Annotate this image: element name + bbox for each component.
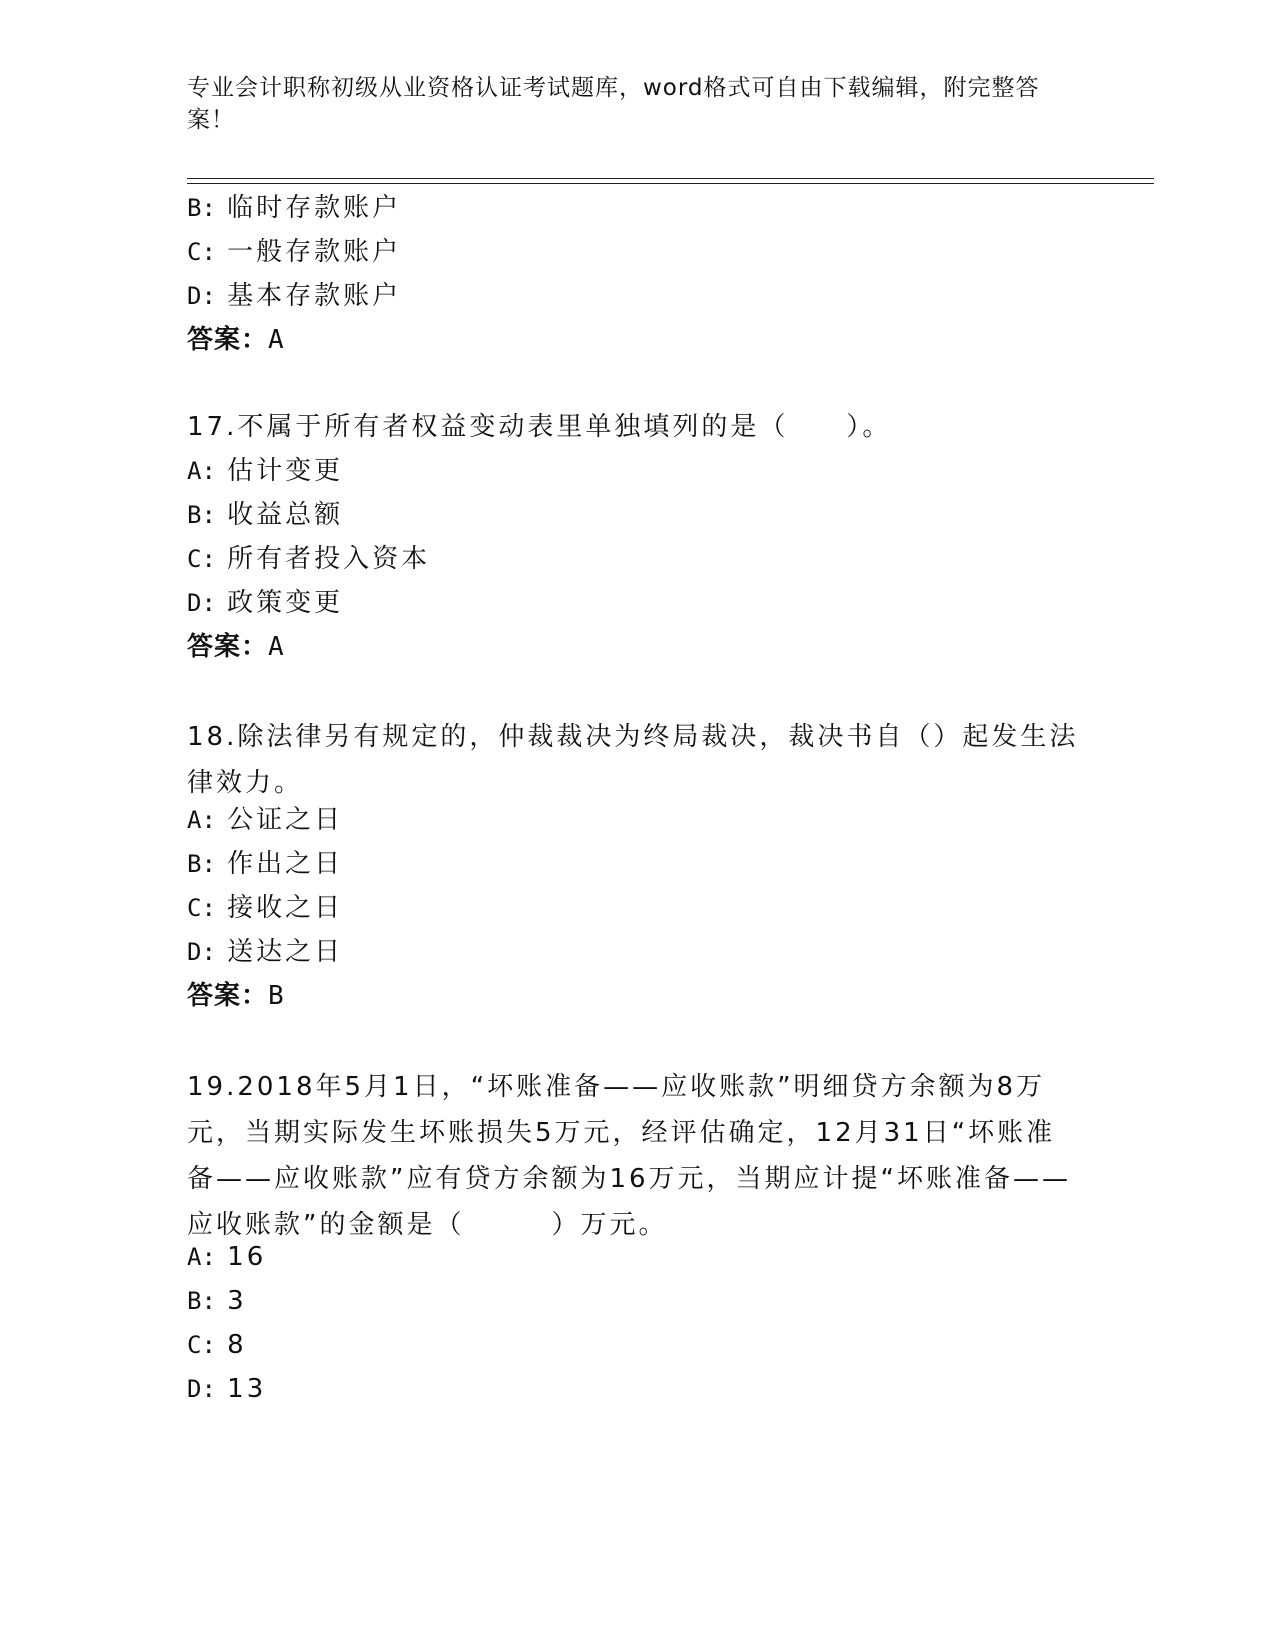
option-text: 8: [227, 1330, 247, 1360]
option-b: [187, 1286, 247, 1316]
answer: [187, 632, 285, 662]
option-letter: B:: [187, 501, 216, 529]
option-d: [187, 281, 401, 311]
option-letter: C:: [187, 894, 216, 922]
option-text: 一般存款账户: [227, 237, 402, 267]
option-letter: C:: [187, 1331, 216, 1359]
header-divider-top: [187, 178, 1154, 179]
option-text: 收益总额: [227, 500, 344, 530]
answer: [187, 325, 285, 355]
document-header: 专业会计职称初级从业资格认证考试题库，word格式可自由下载编辑，附完整答案！: [187, 75, 1040, 133]
option-text: 临时存款账户: [227, 193, 402, 223]
question-text: 17.不属于所有者权益变动表里单独填列的是（ ）。: [187, 412, 892, 442]
question-text: 19.2018年5月1日，“坏账准备——应收账款”明细贷方余额为8万元，当期实际发生坏账损失5万元，经评估确定，12月31日“坏账准备——应收账款”应有贷方余额为16万元，当期应计提“坏账准备——应收账款”的金额是（ ）万元。: [187, 1072, 1072, 1240]
option-d: [187, 1374, 266, 1404]
answer-label: 答案：: [187, 981, 269, 1011]
option-letter: D:: [187, 282, 216, 310]
option-text: 公证之日: [227, 805, 344, 835]
answer-label: 答案：: [187, 325, 269, 355]
option-d: [187, 937, 343, 967]
option-d: [187, 588, 343, 618]
option-letter: D:: [187, 1375, 216, 1403]
answer-value: A: [268, 325, 285, 355]
option-text: 13: [227, 1374, 267, 1404]
option-b: [187, 193, 401, 223]
option-text: 估计变更: [227, 456, 344, 486]
option-text: 接收之日: [227, 893, 344, 923]
option-letter: C:: [187, 545, 216, 573]
option-b: [187, 849, 343, 879]
option-letter: B:: [187, 194, 216, 222]
option-text: 送达之日: [227, 937, 344, 967]
option-a: [187, 805, 343, 835]
option-letter: B:: [187, 850, 216, 878]
question-text: 18.除法律另有规定的，仲裁裁决为终局裁决，裁决书自（）起发生法律效力。: [187, 722, 1079, 798]
option-letter: B:: [187, 1287, 216, 1315]
option-text: 所有者投入资本: [227, 544, 431, 574]
answer-label: 答案：: [187, 632, 269, 662]
header-divider-bottom: [187, 183, 1154, 184]
option-c: [187, 893, 343, 923]
option-text: 作出之日: [227, 849, 344, 879]
answer-value: A: [268, 632, 285, 662]
option-text: 基本存款账户: [227, 281, 402, 311]
answer: [187, 981, 285, 1011]
option-c: [187, 1330, 247, 1360]
option-text: 政策变更: [227, 588, 344, 618]
option-letter: A:: [187, 1243, 216, 1271]
option-a: [187, 456, 343, 486]
option-text: 3: [227, 1286, 247, 1316]
option-a: [187, 1242, 266, 1272]
option-letter: C:: [187, 238, 216, 266]
option-letter: D:: [187, 938, 216, 966]
option-letter: A:: [187, 806, 216, 834]
option-c: [187, 544, 430, 574]
option-letter: D:: [187, 589, 216, 617]
option-c: [187, 237, 401, 267]
option-b: [187, 500, 343, 530]
answer-value: B: [268, 981, 285, 1011]
option-letter: A:: [187, 457, 216, 485]
option-text: 16: [227, 1242, 267, 1272]
